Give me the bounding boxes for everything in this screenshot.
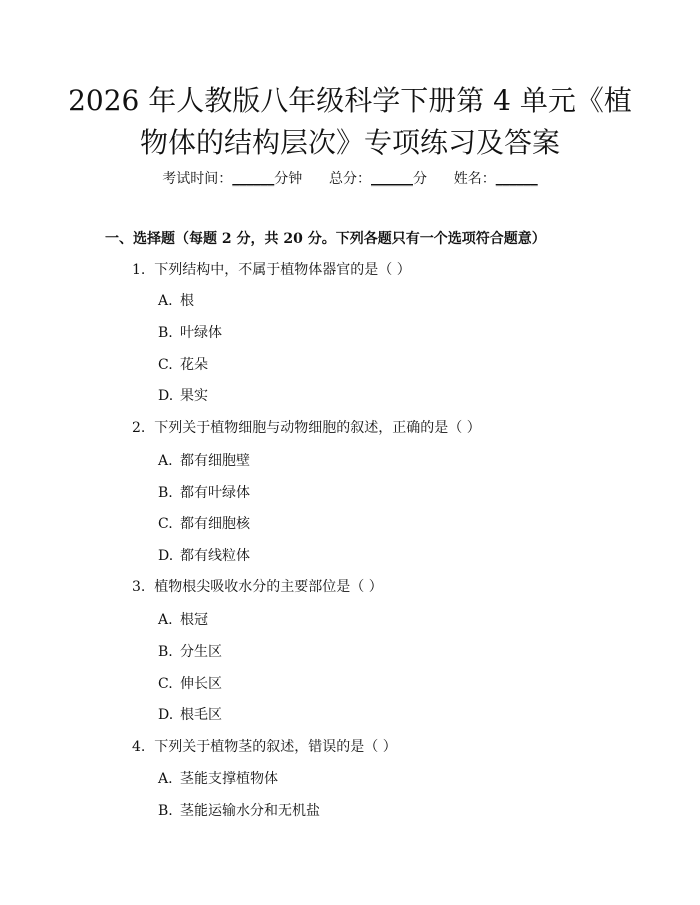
option-3b: [158, 642, 222, 662]
exam-time-label: 考试时间：: [162, 171, 233, 187]
option-text: 果实: [180, 388, 208, 404]
option-letter: C.: [158, 676, 173, 692]
question-text: 下列关于植物茎的叙述，错误的是（ ）: [154, 739, 397, 755]
question-text: 下列关于植物细胞与动物细胞的叙述，正确的是（ ）: [154, 420, 481, 436]
option-2c: [158, 514, 250, 534]
question-text: 下列结构中，不属于植物体器官的是（ ）: [154, 262, 411, 278]
option-letter: A.: [158, 771, 173, 787]
option-letter: D.: [158, 388, 174, 404]
option-1a: [158, 291, 194, 311]
option-3a: [158, 610, 208, 630]
option-letter: B.: [158, 325, 173, 341]
option-text: 分生区: [180, 644, 222, 660]
exam-info: [0, 169, 700, 189]
option-4b: [158, 801, 320, 821]
option-1d: [158, 386, 208, 406]
option-letter: A.: [158, 293, 173, 309]
option-text: 都有线粒体: [180, 548, 250, 564]
option-1c: [158, 355, 208, 375]
question-number: 2.: [132, 420, 146, 436]
option-2a: [158, 451, 250, 471]
title-line-1: 2026 年人教版八年级科学下册第 4 单元《植: [68, 84, 632, 117]
option-text: 根: [180, 293, 194, 309]
option-letter: B.: [158, 485, 173, 501]
question-2: [132, 418, 481, 438]
question-3: [132, 577, 383, 597]
question-1: [132, 260, 411, 280]
score-label: 总分：: [329, 171, 371, 187]
option-text: 都有细胞核: [180, 516, 250, 532]
name-blank: ______: [495, 171, 538, 187]
title-line-2: 物体的结构层次》专项练习及答案: [139, 126, 560, 159]
option-text: 都有叶绿体: [180, 485, 250, 501]
page-title: [60, 80, 640, 164]
option-text: 根冠: [180, 612, 208, 628]
option-letter: C.: [158, 516, 173, 532]
option-letter: D.: [158, 707, 174, 723]
option-letter: B.: [158, 644, 173, 660]
question-number: 4.: [132, 739, 146, 755]
option-letter: A.: [158, 612, 173, 628]
name-label: 姓名：: [453, 171, 496, 187]
option-letter: A.: [158, 453, 173, 469]
exam-time-unit: 分钟: [274, 171, 303, 187]
question-4: [132, 737, 397, 757]
score-unit: 分: [413, 171, 427, 187]
option-letter: B.: [158, 803, 173, 819]
option-text: 茎能运输水分和无机盐: [180, 803, 320, 819]
question-number: 3.: [132, 579, 146, 595]
option-text: 叶绿体: [180, 325, 222, 341]
option-4a: [158, 769, 278, 789]
score-blank: ______: [371, 171, 413, 187]
exam-time-blank: ______: [232, 171, 275, 187]
option-text: 根毛区: [180, 707, 222, 723]
option-text: 茎能支撑植物体: [180, 771, 278, 787]
option-text: 都有细胞壁: [180, 453, 250, 469]
option-text: 花朵: [180, 357, 208, 373]
option-3d: [158, 705, 222, 725]
option-text: 伸长区: [180, 676, 222, 692]
option-1b: [158, 323, 222, 343]
question-text: 植物根尖吸收水分的主要部位是（ ）: [154, 579, 383, 595]
option-letter: C.: [158, 357, 173, 373]
option-2d: [158, 546, 250, 566]
section-heading: 一、选择题（每题 2 分，共 20 分。下列各题只有一个选项符合题意）: [105, 231, 546, 247]
question-number: 1.: [132, 262, 146, 278]
option-letter: D.: [158, 548, 174, 564]
option-2b: [158, 483, 250, 503]
option-3c: [158, 674, 222, 694]
